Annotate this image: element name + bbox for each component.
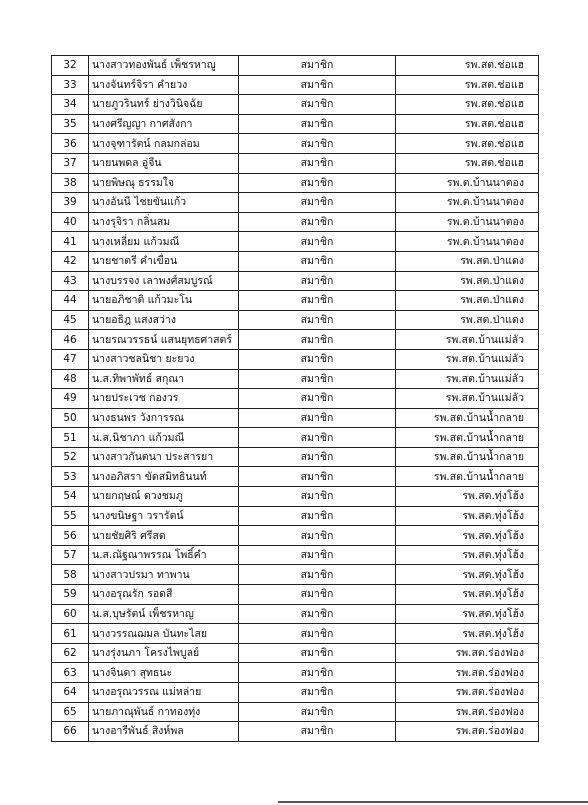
table-row <box>52 506 539 526</box>
member-role: สมาชิก <box>239 585 396 605</box>
member-name: นางอภิสรา ขัดสมิทธินนท์ <box>89 467 239 487</box>
row-number: 32 <box>52 56 89 76</box>
member-organization: รพ.ต.บ้านนาตอง <box>396 212 539 232</box>
member-name: นายภาณุพันธ์ กาทองทุ่ง <box>89 702 239 722</box>
member-organization: รพ.สต.ทุ่งโฮ้ง <box>396 565 539 585</box>
member-name: นางอรุณรัก รอดสี <box>89 585 239 605</box>
member-name: นางรุ่งนภา โครงไพบูลย์ <box>89 643 239 663</box>
table-row <box>52 683 539 703</box>
member-role: สมาชิก <box>239 193 396 213</box>
table-row <box>52 467 539 487</box>
member-role: สมาชิก <box>239 56 396 76</box>
member-role: สมาชิก <box>239 389 396 409</box>
member-name: นางจุฑารัตน์ กลมกล่อม <box>89 134 239 154</box>
member-role: สมาชิก <box>239 291 396 311</box>
row-number: 58 <box>52 565 89 585</box>
member-organization: รพ.สต.ทุ่งโฮ้ง <box>396 624 539 644</box>
member-organization: รพ.สต.ป่าแดง <box>396 271 539 291</box>
table-row <box>52 487 539 507</box>
row-number: 66 <box>52 722 89 742</box>
row-number: 34 <box>52 95 89 115</box>
table-row <box>52 114 539 134</box>
member-role: สมาชิก <box>239 722 396 742</box>
table-row <box>52 447 539 467</box>
table-row <box>52 663 539 683</box>
table-row <box>52 271 539 291</box>
member-role: สมาชิก <box>239 702 396 722</box>
member-role: สมาชิก <box>239 75 396 95</box>
row-number: 39 <box>52 193 89 213</box>
row-number: 65 <box>52 702 89 722</box>
row-number: 33 <box>52 75 89 95</box>
member-organization: รพ.สต.บ้านน้ำกลาย <box>396 467 539 487</box>
member-organization: รพ.สต.บ้านแม่ลัว <box>396 389 539 409</box>
row-number: 63 <box>52 663 89 683</box>
row-number: 49 <box>52 389 89 409</box>
table-row <box>52 526 539 546</box>
member-name: น.ส.บุษรัตน์ เพ็ชรหาญ <box>89 604 239 624</box>
member-organization: รพ.สต.ช่อแฮ <box>396 56 539 76</box>
table-row <box>52 585 539 605</box>
row-number: 37 <box>52 153 89 173</box>
member-role: สมาชิก <box>239 330 396 350</box>
member-role: สมาชิก <box>239 545 396 565</box>
table-row <box>52 153 539 173</box>
member-role: สมาชิก <box>239 604 396 624</box>
member-role: สมาชิก <box>239 643 396 663</box>
row-number: 60 <box>52 604 89 624</box>
member-role: สมาชิก <box>239 663 396 683</box>
table-row <box>52 349 539 369</box>
member-name: น.ส.ทิพาพัทธ์ สกุณา <box>89 369 239 389</box>
member-name: นางสาวปรมา ทาพาน <box>89 565 239 585</box>
row-number: 36 <box>52 134 89 154</box>
member-organization: รพ.สต.บ้านน้ำกลาย <box>396 447 539 467</box>
member-role: สมาชิก <box>239 212 396 232</box>
member-name: นางจินดา สุทธนะ <box>89 663 239 683</box>
member-role: สมาชิก <box>239 369 396 389</box>
member-role: สมาชิก <box>239 683 396 703</box>
table-row <box>52 722 539 742</box>
member-name: นายชัยศิริ ศรีสด <box>89 526 239 546</box>
member-name: นางธนพร วังการรณ <box>89 408 239 428</box>
table-row <box>52 232 539 252</box>
member-role: สมาชิก <box>239 624 396 644</box>
table-row <box>52 310 539 330</box>
member-name: นายประเวช กองวร <box>89 389 239 409</box>
row-number: 41 <box>52 232 89 252</box>
member-organization: รพ.สต.บ้านแม่ลัว <box>396 369 539 389</box>
member-name: นายชาตรี คำเขื่อน <box>89 251 239 271</box>
table-row <box>52 330 539 350</box>
table-row <box>52 56 539 76</box>
table-row <box>52 134 539 154</box>
member-organization: รพ.สต.ทุ่งโฮ้ง <box>396 585 539 605</box>
member-name: นางขนิษฐา วรารัตน์ <box>89 506 239 526</box>
table-row <box>52 389 539 409</box>
table-row <box>52 95 539 115</box>
member-organization: รพ.ต.บ้านนาตอง <box>396 232 539 252</box>
table-row <box>52 75 539 95</box>
member-role: สมาชิก <box>239 153 396 173</box>
page-edge-line <box>278 801 588 803</box>
table-row <box>52 545 539 565</box>
member-name: น.ส.ณัฐณาพรรณ โพธิ์คำ <box>89 545 239 565</box>
member-name: นางอรุณวรรณ แม่หล่าย <box>89 683 239 703</box>
member-name: นางบรรจง เลาพงศ์สมบูรณ์ <box>89 271 239 291</box>
table-row <box>52 291 539 311</box>
member-organization: รพ.สต.บ้านแม่ลัว <box>396 349 539 369</box>
row-number: 48 <box>52 369 89 389</box>
member-organization: รพ.สต.ทุ่งโฮ้ง <box>396 545 539 565</box>
member-name: นายภูวรินทร์ ย่างวินิจฉัย <box>89 95 239 115</box>
table-row <box>52 193 539 213</box>
member-role: สมาชิก <box>239 310 396 330</box>
table-row <box>52 702 539 722</box>
member-name: นางสาวกันตนา ประสารยา <box>89 447 239 467</box>
row-number: 38 <box>52 173 89 193</box>
member-organization: รพ.สต.ป่าแดง <box>396 310 539 330</box>
row-number: 59 <box>52 585 89 605</box>
member-role: สมาชิก <box>239 447 396 467</box>
member-role: สมาชิก <box>239 134 396 154</box>
row-number: 50 <box>52 408 89 428</box>
member-organization: รพ.ต.บ้านนาตอง <box>396 173 539 193</box>
member-role: สมาชิก <box>239 506 396 526</box>
row-number: 43 <box>52 271 89 291</box>
member-name: นางจันทร์จิรา คำยวง <box>89 75 239 95</box>
member-role: สมาชิก <box>239 114 396 134</box>
member-organization: รพ.สต.ช่อแฮ <box>396 75 539 95</box>
member-organization: รพ.สต.ร่องฟอง <box>396 683 539 703</box>
row-number: 45 <box>52 310 89 330</box>
row-number: 44 <box>52 291 89 311</box>
table-row <box>52 408 539 428</box>
member-role: สมาชิก <box>239 467 396 487</box>
row-number: 40 <box>52 212 89 232</box>
member-name: นางสาวทองพันธ์ เพ็ชรหาญู <box>89 56 239 76</box>
member-role: สมาชิก <box>239 271 396 291</box>
row-number: 55 <box>52 506 89 526</box>
table-row <box>52 173 539 193</box>
member-organization: รพ.สต.ช่อแฮ <box>396 95 539 115</box>
row-number: 53 <box>52 467 89 487</box>
table-row <box>52 369 539 389</box>
member-name: นางศรีญญา กาศสังกา <box>89 114 239 134</box>
member-name: นายรณวรรธน์ แสนยุทธศาสตร์ <box>89 330 239 350</box>
member-organization: รพ.สต.ช่อแฮ <box>396 114 539 134</box>
member-name: นายนพดล อู่จีน <box>89 153 239 173</box>
member-organization: รพ.สต.ทุ่งโฮ้ง <box>396 604 539 624</box>
member-role: สมาชิก <box>239 487 396 507</box>
row-number: 54 <box>52 487 89 507</box>
member-organization: รพ.สต.บ้านน้ำกลาย <box>396 408 539 428</box>
member-organization: รพ.สต.ช่อแฮ <box>396 134 539 154</box>
member-organization: รพ.สต.ช่อแฮ <box>396 153 539 173</box>
member-name: นายอภิชาติ แก้วมะโน <box>89 291 239 311</box>
member-name: นายกฤษณ์ ดวงชมภู <box>89 487 239 507</box>
row-number: 64 <box>52 683 89 703</box>
table-row <box>52 624 539 644</box>
member-name: นายพิษณุ ธรรมใจ <box>89 173 239 193</box>
member-organization: รพ.สต.ร่องฟอง <box>396 643 539 663</box>
member-organization: รพ.สต.ร่องฟอง <box>396 663 539 683</box>
table-row <box>52 212 539 232</box>
member-name: นางอารีพันธ์ สิงห์พล <box>89 722 239 742</box>
member-organization: รพ.สต.ร่องฟอง <box>396 722 539 742</box>
member-name: นางอันนี ไชยขันแก้ว <box>89 193 239 213</box>
member-organization: รพ.สต.ป่าแดง <box>396 291 539 311</box>
member-organization: รพ.สต.บ้านแม่ลัว <box>396 330 539 350</box>
member-organization: รพ.สต.บ้านน้ำกลาย <box>396 428 539 448</box>
member-role: สมาชิก <box>239 526 396 546</box>
table-row <box>52 428 539 448</box>
row-number: 46 <box>52 330 89 350</box>
member-organization: รพ.สต.ป่าแดง <box>396 251 539 271</box>
member-name: น.ส.นิชาภา แก้วมณี <box>89 428 239 448</box>
table-row <box>52 251 539 271</box>
member-role: สมาชิก <box>239 95 396 115</box>
member-role: สมาชิก <box>239 408 396 428</box>
row-number: 35 <box>52 114 89 134</box>
row-number: 57 <box>52 545 89 565</box>
member-organization: รพ.สต.ทุ่งโฮ้ง <box>396 487 539 507</box>
member-role: สมาชิก <box>239 173 396 193</box>
row-number: 47 <box>52 349 89 369</box>
member-organization: รพ.สต.ร่องฟอง <box>396 702 539 722</box>
row-number: 62 <box>52 643 89 663</box>
member-table-body <box>52 56 539 742</box>
table-row <box>52 565 539 585</box>
member-organization: รพ.สต.ทุ่งโฮ้ง <box>396 506 539 526</box>
row-number: 56 <box>52 526 89 546</box>
member-organization: รพ.สต.ทุ่งโฮ้ง <box>396 526 539 546</box>
member-organization: รพ.ต.บ้านนาตอง <box>396 193 539 213</box>
table-row <box>52 604 539 624</box>
member-role: สมาชิก <box>239 349 396 369</box>
member-role: สมาชิก <box>239 565 396 585</box>
member-name: นางสาวชลนิชา ยะยวง <box>89 349 239 369</box>
member-name: นางวรรณฌมล บันทะไสย <box>89 624 239 644</box>
table-row <box>52 643 539 663</box>
member-name: นายอธิฎ แสงสว่าง <box>89 310 239 330</box>
member-name: นางรุจิรา กลิ่นสม <box>89 212 239 232</box>
row-number: 52 <box>52 447 89 467</box>
row-number: 51 <box>52 428 89 448</box>
member-name: นางเหลี่ยม แก้วมณี <box>89 232 239 252</box>
row-number: 42 <box>52 251 89 271</box>
member-role: สมาชิก <box>239 428 396 448</box>
member-role: สมาชิก <box>239 251 396 271</box>
member-table <box>51 55 539 742</box>
row-number: 61 <box>52 624 89 644</box>
member-role: สมาชิก <box>239 232 396 252</box>
